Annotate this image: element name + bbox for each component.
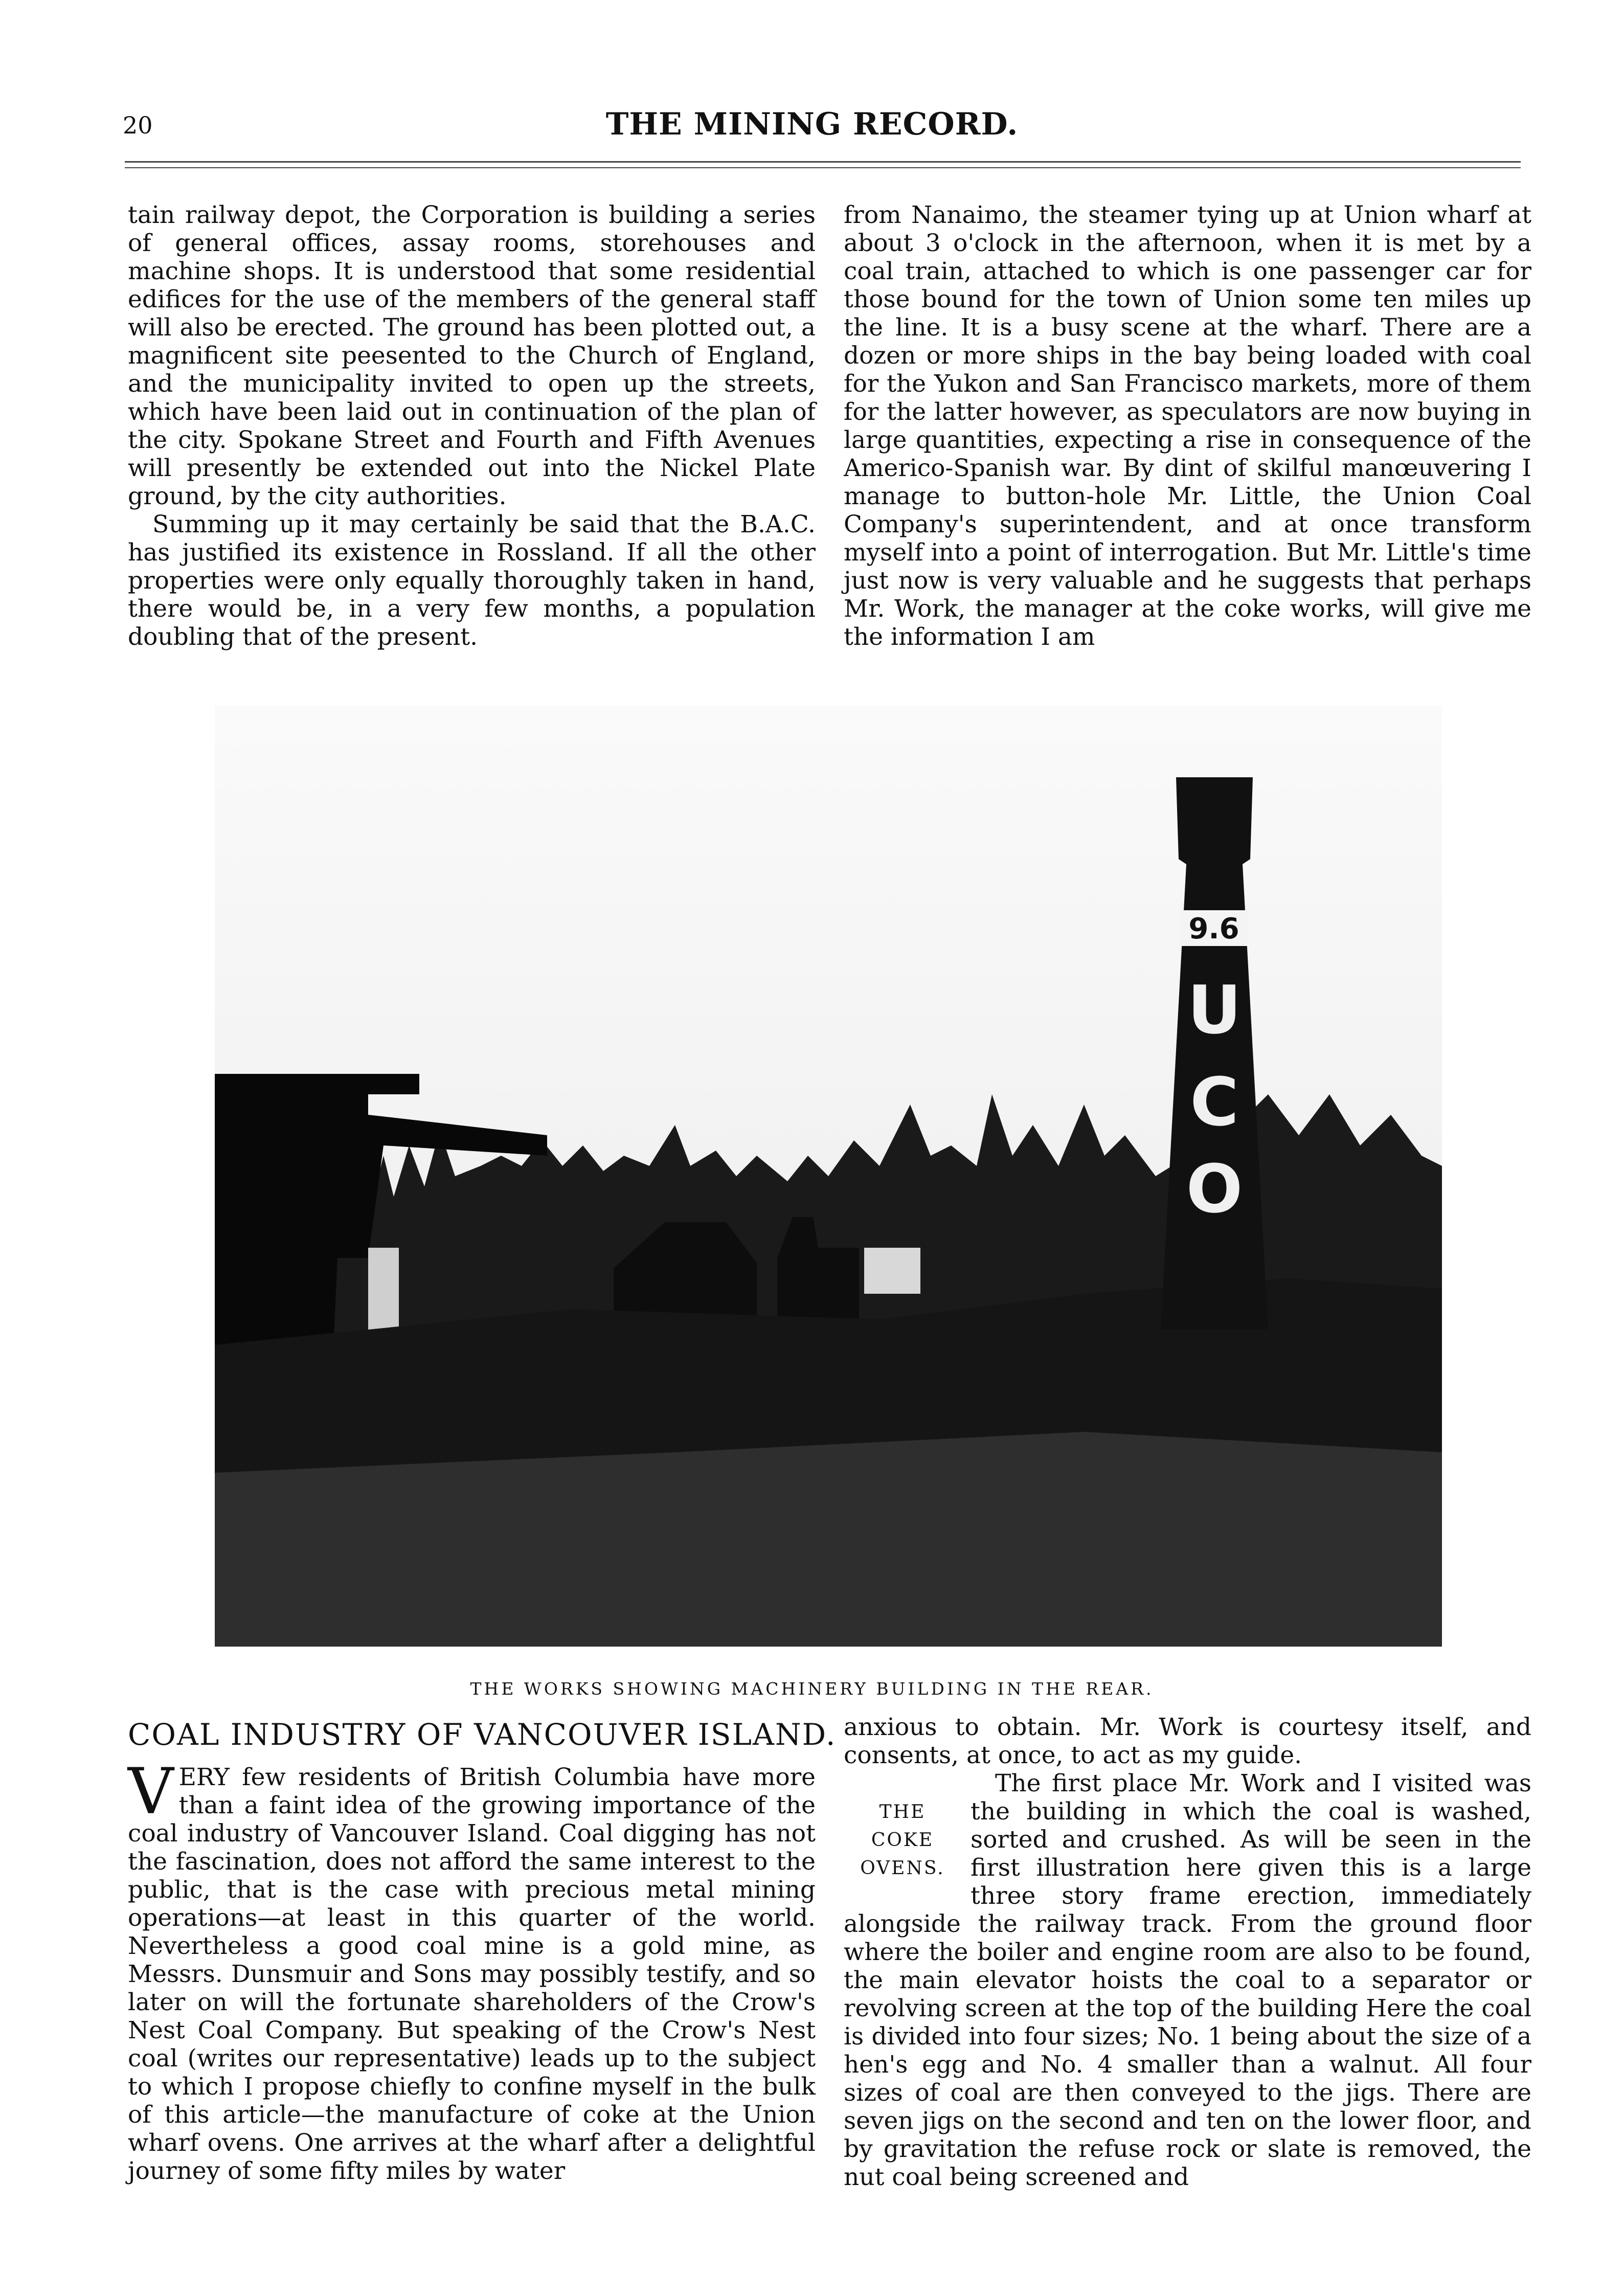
sidenote [844, 1798, 961, 1882]
header-rule-lower [125, 167, 1521, 168]
header-rule [125, 161, 1521, 163]
paragraph: from Nanaimo, the steamer tying up at Union wharf at about 3 o'clock in the afternoon, when it is met by a coal train, attached to which is one passenger car for those bound for the town of Union some ten miles up the line. It is a busy scene at the wharf. There are a dozen or more ships in the bay being loaded with coal for the Yukon and San Francisco markets, more of them for the latter however, as speculators are now buying in large quantities, expecting a rise in consequence of the Americo-Spanish war. By dint of skilful manœuvering I manage to button-hole Mr. Little, the Union Coal Company's superintendent, and at once transform myself into a point of interrogation. But Mr. Little's time just now is very valuable and he suggests that perhaps Mr. Work, the manager at the coke works, will give me the information I am [844, 201, 1531, 651]
paragraph [128, 1755, 816, 2185]
paragraph: Summing up it may certainly be said that the B.A.C. has justified its existence in Rossland. If all the other properties were only equally thoroughly taken in hand, there would be, in a very few months, a population doubling that of the present. [128, 510, 816, 651]
running-title: THE MINING RECORD. [605, 106, 1019, 142]
chimney [1161, 777, 1268, 1330]
works-photograph [215, 706, 1442, 1647]
top-right-column [844, 201, 1531, 651]
paragraph: anxious to obtain. Mr. Work is courtesy itself, and consents, at once, to act as my guide. [844, 1713, 1531, 1769]
chimney-letter: C [1190, 1063, 1239, 1141]
steam-plume [864, 1248, 920, 1294]
sidenote-line: COKE [871, 1830, 934, 1851]
bottom-left-column [128, 1713, 837, 2185]
article-heading: COAL INDUSTRY OF VANCOUVER ISLAND. [128, 1717, 837, 1752]
paragraph: The first place Mr. Work and I visited was the building in which the coal is washed, sorted and crushed. As will be seen in the first illustration here given this is a large three story frame erection, immediately alongside the railway track. From the ground floor where the boiler and engine room are also to be found, the main elevator hoists the coal to a separator or revolving screen at the top of the building Here the coal is divided into four sizes; No. 1 being about the size of a hen's egg and No. 4 smaller than a walnut. All four sizes of coal are then conveyed to the jigs. There are seven jigs on the second and ten on the lower floor, and by gravitation the refuse rock or slate is removed, the nut coal being screened and [844, 1769, 1531, 2191]
sidenote-paragraph [844, 1769, 1531, 2191]
chimney-band-text: 9.6 [1188, 912, 1239, 946]
photo-caption: THE WORKS SHOWING MACHINERY BUILDING IN THE REAR. [470, 1679, 1154, 1699]
page-number: 20 [123, 111, 153, 139]
chimney-letter: O [1186, 1150, 1243, 1228]
sidenote-line: OVENS. [860, 1858, 945, 1879]
paragraph: tain railway depot, the Corporation is building a series of general offices, assay rooms, storehouses and machine shops. It is understood that some residential edifices for the use of the members of the general staff will also be erected. The ground has been plotted out, a magnificent site peesented to the Church of England, and the municipality invited to open up the streets, which have been laid out in continuation of the plan of the city. Spokane Street and Fourth and Fifth Avenues will presently be extended out into the Nickel Plate ground, by the city authorities. [128, 201, 816, 510]
drop-cap: V [128, 1755, 174, 1829]
steam-plume [368, 1248, 399, 1330]
sidenote-line: THE [879, 1802, 926, 1822]
chimney-letter: U [1187, 971, 1242, 1049]
paragraph-text: ERY few residents of British Columbia have more than a faint idea of the growing importance of the coal industry of Vancouver Island. Coal digging has not the fascination, does not afford the same interest to the public, that is the case with precious metal mining operations—at least in this quarter of the world. Nevertheless a good coal mine is a gold mine, as Messrs. Dunsmuir and Sons may possibly testify, and so later on will the fortunate shareholders of the Crow's Nest Coal Company. But speaking of the Crow's Nest coal (writes our representative) leads up to the subject to which I propose chiefly to confine myself in the bulk of this article—the manufacture of coke at the Union wharf ovens. One arrives at the wharf after a delightful journey of some fifty miles by water [128, 1763, 816, 2185]
bottom-right-column [844, 1713, 1531, 2191]
top-left-column [128, 201, 816, 651]
